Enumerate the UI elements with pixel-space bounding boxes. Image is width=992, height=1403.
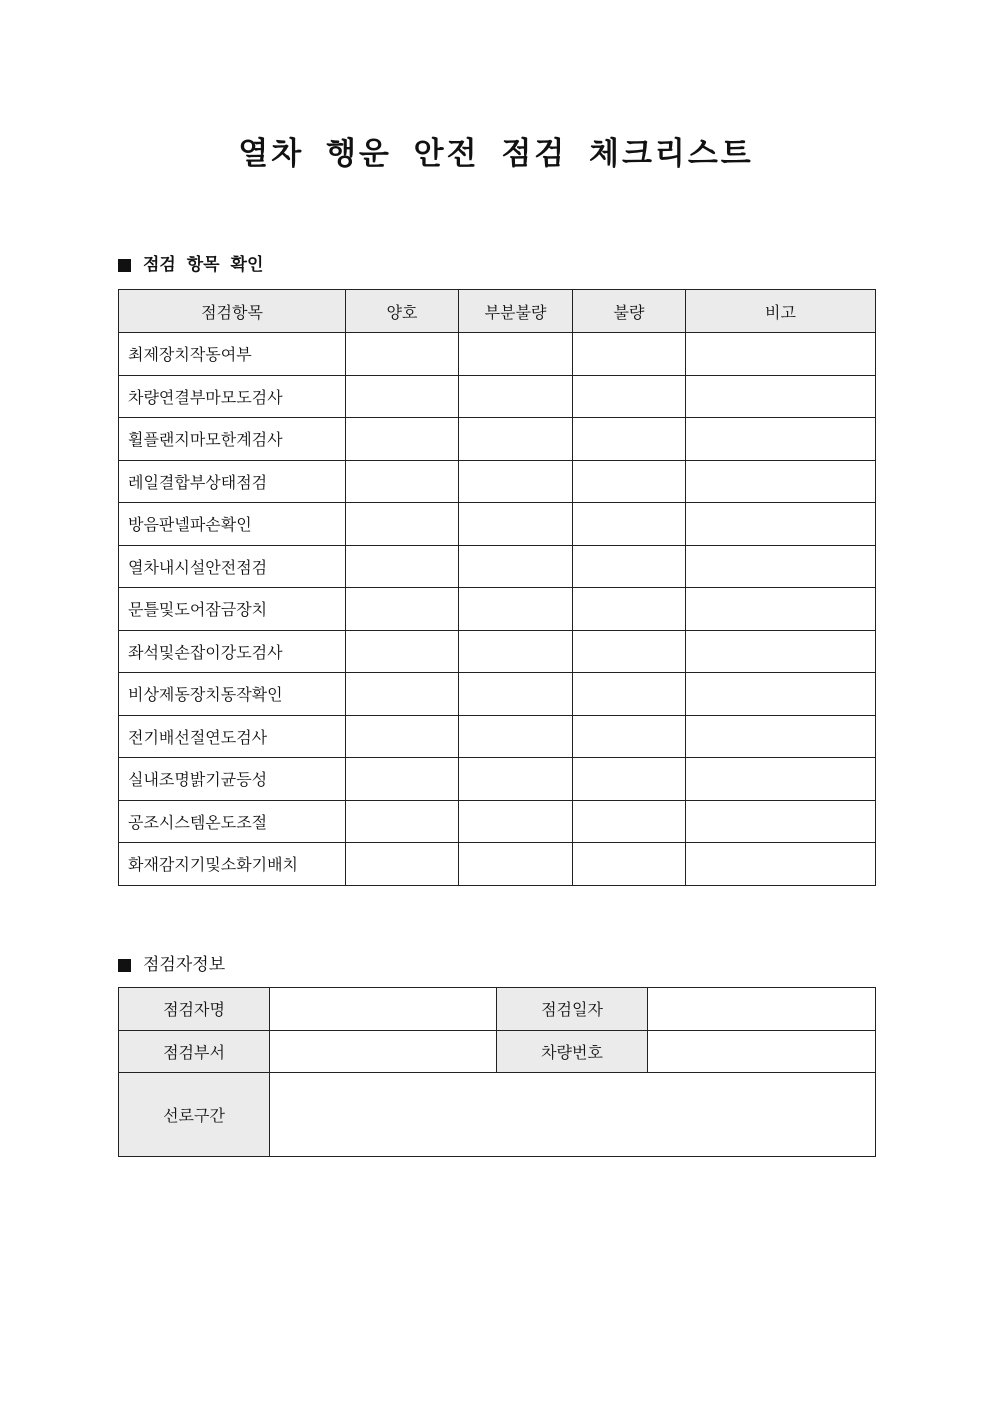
good-check-cell[interactable] [346, 545, 459, 588]
defect-check-cell[interactable] [573, 843, 686, 886]
remarks-cell[interactable] [686, 375, 876, 418]
inspector-name-label: 점검자명 [119, 988, 270, 1031]
partial-defect-check-cell[interactable] [459, 503, 573, 546]
good-check-cell[interactable] [346, 630, 459, 673]
checklist-item-name: 문틀및도어잠금장치 [119, 588, 346, 631]
remarks-cell[interactable] [686, 715, 876, 758]
checklist-item-name: 전기배선절연도검사 [119, 715, 346, 758]
partial-defect-check-cell[interactable] [459, 843, 573, 886]
table-row [119, 630, 876, 673]
table-row [119, 1073, 876, 1157]
good-check-cell[interactable] [346, 673, 459, 716]
partial-defect-check-cell[interactable] [459, 418, 573, 461]
table-row [119, 503, 876, 546]
route-section-label: 선로구간 [119, 1073, 270, 1157]
department-label: 점검부서 [119, 1030, 270, 1073]
checklist-item-name: 비상제동장치동작확인 [119, 673, 346, 716]
defect-check-cell[interactable] [573, 418, 686, 461]
good-check-cell[interactable] [346, 843, 459, 886]
table-row [119, 673, 876, 716]
inspector-section-heading [118, 953, 225, 977]
partial-defect-check-cell[interactable] [459, 800, 573, 843]
partial-defect-check-cell[interactable] [459, 758, 573, 801]
table-row [119, 375, 876, 418]
partial-defect-check-cell[interactable] [459, 715, 573, 758]
table-row [119, 333, 876, 376]
table-row [119, 988, 876, 1031]
checklist-section-heading [118, 253, 263, 277]
table-row [119, 758, 876, 801]
defect-check-cell[interactable] [573, 588, 686, 631]
defect-check-cell[interactable] [573, 545, 686, 588]
page-title: 열차 행운 안전 점검 체크리스트 [238, 136, 754, 172]
inspector-name-field[interactable] [270, 988, 497, 1031]
good-check-cell[interactable] [346, 800, 459, 843]
checklist-item-name: 차량연결부마모도검사 [119, 375, 346, 418]
good-check-cell[interactable] [346, 333, 459, 376]
remarks-cell[interactable] [686, 460, 876, 503]
partial-defect-check-cell[interactable] [459, 460, 573, 503]
defect-check-cell[interactable] [573, 333, 686, 376]
table-row [119, 800, 876, 843]
table-row [119, 418, 876, 461]
remarks-cell[interactable] [686, 843, 876, 886]
defect-check-cell[interactable] [573, 630, 686, 673]
inspection-date-field[interactable] [648, 988, 876, 1031]
checklist-item-name: 휠플랜지마모한계검사 [119, 418, 346, 461]
partial-defect-check-cell[interactable] [459, 630, 573, 673]
defect-check-cell[interactable] [573, 800, 686, 843]
vehicle-number-label: 차량번호 [497, 1030, 648, 1073]
good-check-cell[interactable] [346, 375, 459, 418]
good-check-cell[interactable] [346, 588, 459, 631]
column-header-remarks: 비고 [686, 290, 876, 333]
partial-defect-check-cell[interactable] [459, 375, 573, 418]
defect-check-cell[interactable] [573, 715, 686, 758]
inspection-date-label: 점검일자 [497, 988, 648, 1031]
column-header-item: 점검항목 [119, 290, 346, 333]
table-row [119, 588, 876, 631]
checklist-item-name: 좌석및손잡이강도검사 [119, 630, 346, 673]
good-check-cell[interactable] [346, 715, 459, 758]
remarks-cell[interactable] [686, 503, 876, 546]
good-check-cell[interactable] [346, 758, 459, 801]
partial-defect-check-cell[interactable] [459, 333, 573, 376]
partial-defect-check-cell[interactable] [459, 673, 573, 716]
vehicle-number-field[interactable] [648, 1030, 876, 1073]
table-row [119, 843, 876, 886]
column-header-good: 양호 [346, 290, 459, 333]
inspector-heading-text: 점검자정보 [143, 955, 226, 975]
defect-check-cell[interactable] [573, 460, 686, 503]
checklist-header-row [119, 290, 876, 333]
square-bullet-icon [118, 259, 131, 272]
checklist-item-name: 실내조명밝기균등성 [119, 758, 346, 801]
good-check-cell[interactable] [346, 503, 459, 546]
remarks-cell[interactable] [686, 758, 876, 801]
table-row [119, 545, 876, 588]
table-row [119, 715, 876, 758]
table-row [119, 1030, 876, 1073]
defect-check-cell[interactable] [573, 758, 686, 801]
checklist-item-name: 최제장치작동여부 [119, 333, 346, 376]
remarks-cell[interactable] [686, 333, 876, 376]
checklist-item-name: 공조시스템온도조절 [119, 800, 346, 843]
checklist-table [118, 289, 876, 886]
table-row [119, 460, 876, 503]
remarks-cell[interactable] [686, 673, 876, 716]
remarks-cell[interactable] [686, 800, 876, 843]
inspector-info-table [118, 987, 876, 1157]
checklist-item-name: 화재감지기및소화기배치 [119, 843, 346, 886]
department-field[interactable] [270, 1030, 497, 1073]
remarks-cell[interactable] [686, 545, 876, 588]
column-header-defect: 불량 [573, 290, 686, 333]
column-header-partial-defect: 부분불량 [459, 290, 573, 333]
checklist-item-name: 레일결합부상태점검 [119, 460, 346, 503]
defect-check-cell[interactable] [573, 375, 686, 418]
remarks-cell[interactable] [686, 588, 876, 631]
defect-check-cell[interactable] [573, 503, 686, 546]
route-section-field[interactable] [270, 1073, 876, 1157]
square-bullet-icon [118, 959, 131, 972]
good-check-cell[interactable] [346, 418, 459, 461]
checklist-item-name: 방음판넬파손확인 [119, 503, 346, 546]
partial-defect-check-cell[interactable] [459, 588, 573, 631]
good-check-cell[interactable] [346, 460, 459, 503]
checklist-heading-text: 점검 항목 확인 [143, 255, 264, 275]
checklist-item-name: 열차내시설안전점검 [119, 545, 346, 588]
remarks-cell[interactable] [686, 630, 876, 673]
partial-defect-check-cell[interactable] [459, 545, 573, 588]
defect-check-cell[interactable] [573, 673, 686, 716]
remarks-cell[interactable] [686, 418, 876, 461]
